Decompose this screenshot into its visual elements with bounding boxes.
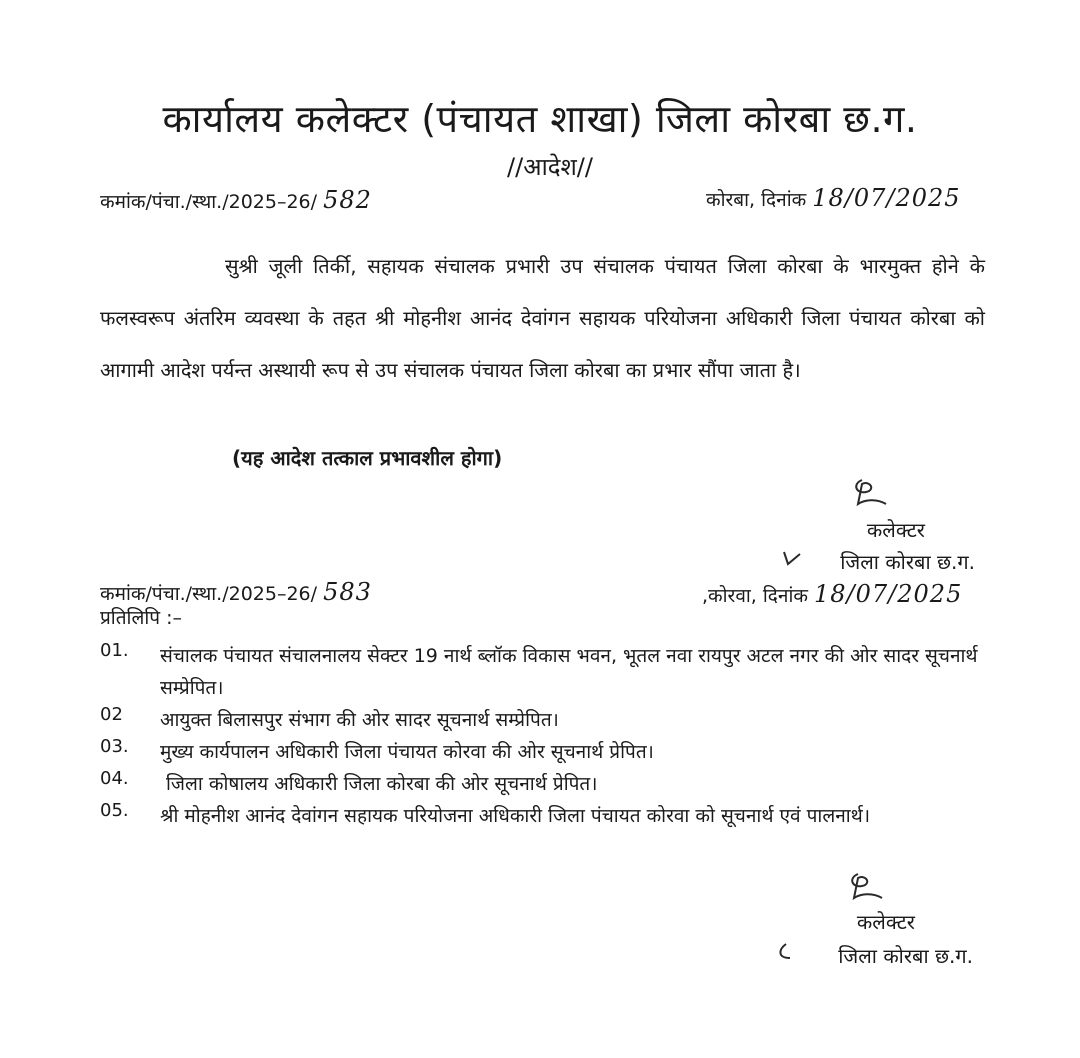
copy-item-3-text: मुख्य कार्यपालन अधिकारी जिला पंचायत कोरवा की ओर सूचनार्थ प्रेपित। bbox=[160, 741, 654, 763]
copy-item-5-number: 05. bbox=[100, 800, 129, 821]
order-reference bbox=[100, 186, 372, 214]
copy-place-date-label: ,कोरवा, दिनांक bbox=[702, 585, 808, 607]
copy-item-5-text: श्री मोहनीश आनंद देवांगन सहायक परियोजना अधिकारी जिला पंचायत कोरवा को सूचनार्थ एवं पालनार्थ। bbox=[160, 805, 871, 827]
copy-place-date bbox=[702, 580, 962, 608]
copy-item-3-number: 03. bbox=[100, 736, 129, 757]
copy-item-4-number: 04. bbox=[100, 768, 129, 789]
copy-date: 18/07/2025 bbox=[814, 580, 963, 608]
copy-item-4-text: जिला कोषालय अधिकारी जिला कोरबा की ओर सूचनार्थ प्रेपित। bbox=[166, 773, 598, 795]
office-title: कार्यालय कलेक्टर (पंचायत शाखा) जिला कोरबा छ.ग. bbox=[162, 97, 918, 141]
copy-label: प्रतिलिपि :– bbox=[100, 607, 183, 629]
order-heading: //आदेश// bbox=[507, 153, 593, 181]
order-place-date bbox=[706, 184, 961, 212]
order-body bbox=[100, 240, 985, 396]
order-ref-number: 582 bbox=[323, 186, 372, 214]
order-signatory-title: कलेक्टर bbox=[866, 518, 925, 542]
signature-mark-1 bbox=[842, 474, 902, 518]
copy-item-2-text: आयुक्त बिलासपुर संभाग की ओर सादर सूचनार्थ सम्प्रेपित। bbox=[160, 709, 559, 731]
copy-signatory-title: कलेक्टर bbox=[856, 910, 915, 934]
order-place-date-label: कोरबा, दिनांक bbox=[706, 189, 807, 211]
order-signatory-district: जिला कोरबा छ.ग. bbox=[840, 550, 975, 574]
order-ref-prefix: कमांक/पंचा./स्था./2025–26/ bbox=[100, 191, 318, 213]
copy-ref-number: 583 bbox=[323, 578, 372, 606]
copy-item-1-text: संचालक पंचायत संचालनालय सेक्टर 19 नार्थ ब्लॉक विकास भवन, भूतल नवा रायपुर अटल नगर की ओर सादर सूचनार्थ सम्प्रेपित। bbox=[160, 645, 978, 699]
effect-note: (यह आदेश तत्काल प्रभावशील होगा) bbox=[232, 446, 503, 470]
copy-reference bbox=[100, 578, 372, 606]
copy-signatory-district: जिला कोरबा छ.ग. bbox=[838, 944, 973, 968]
copy-item-2-number: 02 bbox=[100, 704, 123, 725]
copy-ref-prefix: कमांक/पंचा./स्था./2025–26/ bbox=[100, 583, 318, 605]
order-body-text: सुश्री जूली तिर्की, सहायक संचालक प्रभारी उप संचालक पंचायत जिला कोरबा के भारमुक्त होने के फलस्वरूप अंतरिम व्यवस्था के तहत श्री मोहनीश आनंद देवांगन सहायक परियोजना अधिकारी जिला पंचायत कोरबा को आगामी आदेश पर्यन्त अस्थायी रूप से उप संचालक पंचायत जिला कोरबा का प्रभार सौंपा जाता है। bbox=[100, 254, 985, 382]
signature-mark-2 bbox=[838, 868, 898, 912]
copy-item-1-number: 01. bbox=[100, 640, 129, 661]
order-date: 18/07/2025 bbox=[812, 184, 961, 212]
